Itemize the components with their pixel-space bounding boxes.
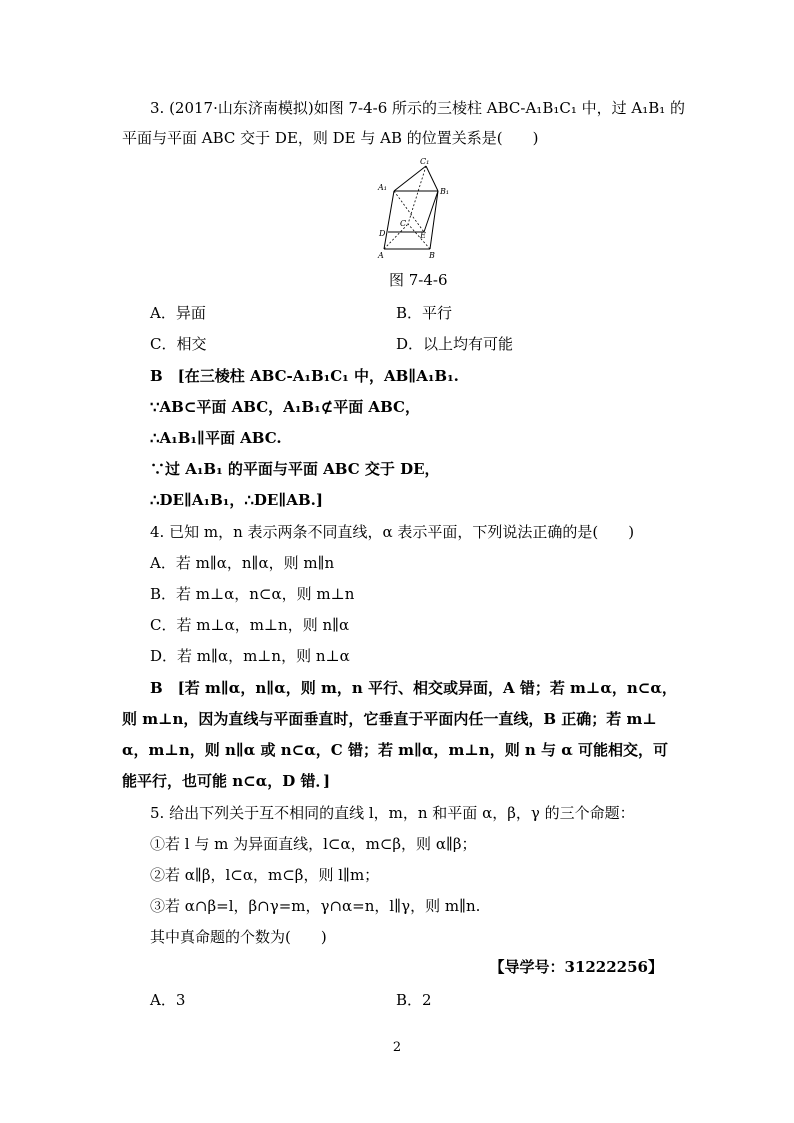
q4-option-c: C．若 m⊥α，m⊥n，则 n∥α	[150, 616, 350, 634]
q5-prop-1: ①若 l 与 m 为异面直线，l⊂α，m⊂β，则 α∥β；	[150, 835, 477, 853]
q5-ask: 其中真命题的个数为( )	[150, 928, 327, 946]
q3-option-a: A．异面	[150, 304, 206, 322]
label-b: B	[429, 251, 435, 260]
page-number: 2	[392, 1040, 402, 1055]
q4-answer-line3: α，m⊥n，则 n∥α 或 n⊂α，C 错；若 m∥α，m⊥n，则 n 与 α 可能相交，可	[122, 741, 669, 759]
label-d: D	[379, 229, 386, 238]
q3-option-c: C．相交	[150, 335, 207, 353]
q3-answer-line2: ∵AB⊂平面 ABC，A₁B₁⊄平面 ABC，	[150, 398, 420, 416]
label-a1: A₁	[378, 183, 387, 192]
q4-option-d: D．若 m∥α，m⊥n，则 n⊥α	[150, 647, 350, 665]
edge-b-c-hidden	[408, 224, 430, 249]
edge-c1-b1	[426, 166, 438, 191]
q5-prop-2: ②若 α∥β，l⊂α，m⊂β，则 l∥m；	[150, 866, 380, 884]
prism-figure	[376, 154, 458, 262]
q5-prop-3: ③若 α∩β=l，β∩γ=m，γ∩α=n，l∥γ，则 m∥n.	[150, 897, 481, 915]
edge-a1-c1	[394, 166, 426, 191]
q4-option-b: B．若 m⊥α，n⊂α，则 m⊥n	[150, 585, 355, 603]
q3-stem-line2: 平面与平面 ABC 交于 DE，则 DE 与 AB 的位置关系是( )	[122, 129, 539, 147]
label-c: C	[400, 219, 407, 228]
q4-stem: 4. 已知 m，n 表示两条不同直线，α 表示平面，下列说法正确的是( )	[150, 523, 635, 541]
q3-answer-line1: B [在三棱柱 ABC-A₁B₁C₁ 中，AB∥A₁B₁.	[150, 367, 459, 385]
q3-answer-line3: ∴A₁B₁∥平面 ABC.	[150, 429, 282, 447]
edge-b1-b	[430, 191, 438, 249]
label-b1: B₁	[440, 187, 450, 196]
q4-answer-line1: B [若 m∥α，n∥α，则 m，n 平行、相交或异面，A 错；若 m⊥α，n⊂α，	[150, 679, 677, 697]
q4-option-a: A．若 m∥α，n∥α，则 m∥n	[150, 554, 335, 572]
q3-stem-line1: 3. (2017·山东济南模拟)如图 7-4-6 所示的三棱柱 ABC-A₁B₁C₁ 中，过 A₁B₁ 的	[150, 99, 686, 117]
label-e: E	[420, 231, 426, 240]
q3-option-d: D．以上均有可能	[396, 335, 514, 353]
figure-caption: 图 7-4-6	[389, 271, 448, 289]
guide-number: 【导学号：31222256】	[489, 958, 663, 976]
edge-c1-c-hidden	[408, 166, 426, 224]
q5-option-b: B．2	[396, 991, 432, 1009]
q4-answer-line2: 则 m⊥n，因为直线与平面垂直时，它垂直于平面内任一直线，B 正确；若 m⊥	[122, 710, 657, 728]
q3-answer-line4: ∵过 A₁B₁ 的平面与平面 ABC 交于 DE，	[150, 460, 440, 478]
line-e-b1	[424, 191, 438, 232]
label-a: A	[378, 251, 384, 260]
q5-stem: 5. 给出下列关于互不相同的直线 l，m，n 和平面 α，β，γ 的三个命题：	[150, 804, 635, 822]
q4-answer-line4: 能平行，也可能 n⊂α，D 错．]	[122, 772, 331, 790]
q3-answer-line5: ∴DE∥A₁B₁，∴DE∥AB.]	[150, 491, 323, 509]
q5-option-a: A．3	[150, 991, 186, 1009]
label-c1: C₁	[420, 157, 430, 166]
q3-option-b: B．平行	[396, 304, 453, 322]
line-a1-e-hidden	[394, 191, 424, 232]
